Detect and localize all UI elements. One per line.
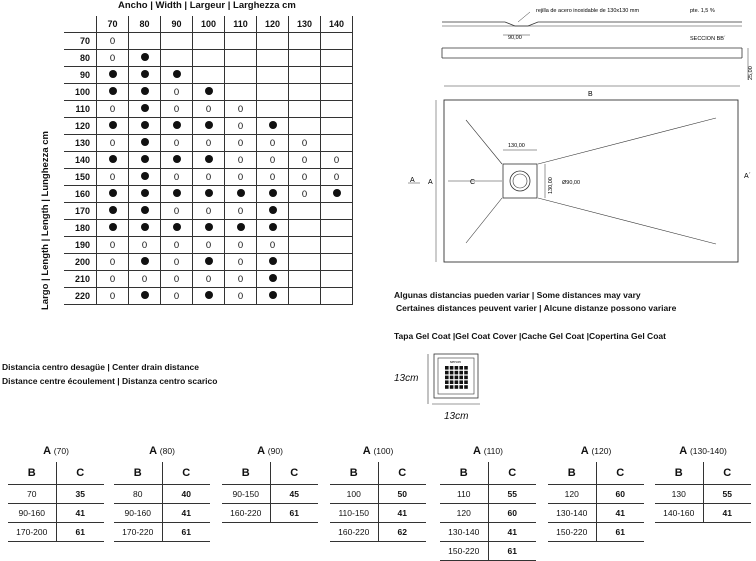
table-row	[114, 523, 210, 542]
grid-cell-value: 0	[205, 205, 212, 217]
drain-table-title	[114, 442, 210, 462]
c-value: 41	[162, 504, 210, 523]
center-note-1: Distancia centro desagüe | Center drain distance	[2, 362, 199, 372]
b-value: 160-220	[222, 504, 270, 523]
drain-table-a: A	[473, 445, 481, 457]
grid-row-header: 70	[64, 33, 97, 50]
grid-cell-value: 0	[109, 256, 116, 268]
grid-cell-value: 0	[173, 256, 180, 268]
grid-row-header: 100	[64, 84, 97, 101]
grid-cell-value: 0	[173, 86, 180, 98]
grid-cell-value: 0	[173, 290, 180, 302]
grid-row-header: 170	[64, 203, 97, 220]
grid-cell-value: 0	[205, 171, 212, 183]
table-row	[548, 523, 644, 542]
grate-square	[455, 385, 459, 389]
col-header-b: B	[440, 462, 488, 485]
slope-label: pte. 1,5 %	[690, 8, 715, 14]
table-row	[440, 485, 536, 504]
grid-cell-value: 0	[333, 154, 340, 166]
table-row	[440, 504, 536, 523]
grid-col-header: 110	[225, 16, 257, 33]
grid-cell-value: 0	[237, 273, 244, 285]
label-a: A	[428, 179, 433, 186]
grid-col-header: 130	[289, 16, 321, 33]
grid-cell-value: 0	[173, 171, 180, 183]
col-header-b: B	[330, 462, 378, 485]
c-value: 50	[378, 485, 426, 504]
drain-table-title	[222, 442, 318, 462]
grate-square	[464, 366, 468, 370]
b-value: 120	[440, 504, 488, 523]
grid-row-header: 130	[64, 135, 97, 152]
grid-cell-value: 0	[237, 256, 244, 268]
grate-square	[450, 380, 454, 384]
table-row	[8, 523, 104, 542]
c-value: 41	[596, 504, 644, 523]
col-header-b: B	[8, 462, 56, 485]
b-value: 150-220	[440, 542, 488, 561]
grid-cell-value: 0	[237, 171, 244, 183]
grid-cell-value: 0	[237, 103, 244, 115]
c-value: 45	[270, 485, 318, 504]
drain-table-a: A	[257, 445, 266, 457]
grate-square	[445, 385, 449, 389]
c-value: 41	[378, 504, 426, 523]
grid-row-header: 200	[64, 254, 97, 271]
drain-table	[114, 442, 210, 542]
b-value: 110	[440, 485, 488, 504]
col-header-c: C	[703, 462, 751, 485]
drain-table	[222, 442, 318, 523]
label-a-right: A´	[744, 173, 751, 180]
grid-cell-value: 0	[173, 273, 180, 285]
grid-cell-value: 0	[301, 171, 308, 183]
grid-row-header: 120	[64, 118, 97, 135]
table-row	[8, 485, 104, 504]
table-row	[655, 485, 751, 504]
col-header-c: C	[378, 462, 426, 485]
grid-row-header: 150	[64, 169, 97, 186]
drain-table-a: A	[362, 445, 371, 457]
label-c: C	[470, 179, 476, 186]
grid-cell-value: 0	[301, 137, 308, 149]
cover-brand: senon	[450, 359, 461, 364]
b-value: 100	[330, 485, 378, 504]
c-value: 61	[488, 542, 536, 561]
b-value: 90-150	[222, 485, 270, 504]
table-row	[222, 485, 318, 504]
c-value: 62	[378, 523, 426, 542]
grid-cell-value: 0	[109, 273, 116, 285]
grate-square	[459, 380, 463, 384]
table-row	[330, 485, 426, 504]
grid-col-header: 70	[97, 16, 129, 33]
table-row	[548, 504, 644, 523]
drain-table-range: (120)	[591, 446, 612, 456]
vary-note-2: Certaines distances peuvent varier | Alcune distanze possono variare	[396, 303, 677, 313]
grid-cell-value: 0	[205, 239, 212, 251]
b-value: 170-220	[114, 523, 162, 542]
col-header-b: B	[548, 462, 596, 485]
c-value: 41	[488, 523, 536, 542]
drain-table	[548, 442, 644, 542]
b-value: 150-220	[548, 523, 596, 542]
b-value: 80	[114, 485, 162, 504]
grid-cell-value: 0	[269, 171, 276, 183]
grid-row-header: 90	[64, 67, 97, 84]
grate-square	[455, 376, 459, 380]
drain-table-title	[440, 442, 536, 462]
grate-square	[445, 376, 449, 380]
cover-grate	[445, 366, 468, 389]
b-value: 130	[655, 485, 703, 504]
drain-table-a: A	[679, 445, 688, 457]
grid-cell-value: 0	[269, 137, 276, 149]
drain-table-title	[655, 442, 751, 462]
grate-square	[450, 371, 454, 375]
grid-cell-value: 0	[237, 120, 244, 132]
grate-square	[464, 385, 468, 389]
plan-view	[408, 86, 751, 262]
dim-25: 25,00	[748, 66, 754, 80]
drain-table-a: A	[149, 445, 158, 457]
grid-cell-value: 0	[237, 239, 244, 251]
col-header-c: C	[56, 462, 104, 485]
table-row	[114, 504, 210, 523]
center-note-2: Distance centre écoulement | Distanza centro scarico	[2, 376, 218, 386]
drain-table-range: (90)	[267, 446, 283, 456]
table-row	[330, 504, 426, 523]
grate-square	[450, 385, 454, 389]
grid-row-header: 190	[64, 237, 97, 254]
dim-130-h: 130,00	[508, 143, 525, 149]
drain-table	[440, 442, 536, 561]
col-header-b: B	[222, 462, 270, 485]
b-value: 120	[548, 485, 596, 504]
drain-table-range: (130-140)	[689, 446, 727, 456]
table-row	[440, 523, 536, 542]
cover-illustration	[420, 352, 490, 408]
b-value: 110-150	[330, 504, 378, 523]
grate-square	[464, 371, 468, 375]
grid-cell-value: 0	[333, 171, 340, 183]
table-row	[330, 523, 426, 542]
col-header-b: B	[114, 462, 162, 485]
drain-table-a: A	[43, 445, 52, 457]
b-value: 130-140	[440, 523, 488, 542]
grate-square	[445, 380, 449, 384]
grid-row-header: 160	[64, 186, 97, 203]
grate-square	[455, 371, 459, 375]
drain-table-range: (80)	[159, 446, 175, 456]
grid-cell-value: 0	[173, 205, 180, 217]
grid-cell-value: 0	[109, 290, 116, 302]
drain-table	[330, 442, 426, 542]
vary-note-1: Algunas distancias pueden variar | Some distances may vary	[394, 290, 641, 300]
grate-square	[464, 380, 468, 384]
grate-square	[455, 380, 459, 384]
grid-row-header: 210	[64, 271, 97, 288]
col-header-c: C	[270, 462, 318, 485]
grid-cell-value: 0	[109, 52, 116, 64]
grate-square	[445, 371, 449, 375]
grate-square	[455, 366, 459, 370]
b-value: 170-200	[8, 523, 56, 542]
c-value: 61	[596, 523, 644, 542]
b-value: 160-220	[330, 523, 378, 542]
table-row	[114, 485, 210, 504]
c-value: 55	[703, 485, 751, 504]
grate-square	[464, 376, 468, 380]
drain-table	[655, 442, 751, 523]
grid-cell-value: 0	[205, 273, 212, 285]
c-value: 35	[56, 485, 104, 504]
grid-cell-value: 0	[269, 239, 276, 251]
grid-cell-value: 0	[269, 154, 276, 166]
grid-row-header: 140	[64, 152, 97, 169]
drain-table-title	[8, 442, 104, 462]
grate-square	[450, 366, 454, 370]
grid-cell-value: 0	[237, 154, 244, 166]
grate-square	[459, 385, 463, 389]
grid-row-header: 180	[64, 220, 97, 237]
grid-cell-value: 0	[109, 35, 116, 47]
c-value: 41	[703, 504, 751, 523]
grid-cell-value: 0	[109, 137, 116, 149]
grid-cell-value: 0	[237, 205, 244, 217]
c-value: 55	[488, 485, 536, 504]
label-b: B	[588, 91, 593, 98]
grid-row-header: 80	[64, 50, 97, 67]
grid-cell-value: 0	[109, 103, 116, 115]
table-row	[222, 504, 318, 523]
grille-note: rejilla de acero inoxidable de 130x130 mm	[536, 8, 640, 14]
grid-cell-value: 0	[173, 137, 180, 149]
grate-square	[450, 376, 454, 380]
b-value: 130-140	[548, 504, 596, 523]
c-value: 61	[162, 523, 210, 542]
grid-cell-value: 0	[301, 154, 308, 166]
drain-table	[8, 442, 104, 542]
cover-size-v: 13cm	[394, 373, 419, 384]
c-value: 60	[596, 485, 644, 504]
grate-square	[459, 371, 463, 375]
grid-cell-value: 0	[173, 103, 180, 115]
col-header-c: C	[596, 462, 644, 485]
col-header-c: C	[488, 462, 536, 485]
grid-cell-value: 0	[237, 290, 244, 302]
grate-square	[459, 376, 463, 380]
label-a-arrow: A	[410, 177, 415, 184]
drain-table-a: A	[580, 445, 589, 457]
grid-cell-value: 0	[205, 137, 212, 149]
table-row	[8, 504, 104, 523]
b-value: 70	[8, 485, 56, 504]
grid-side-label: Largo | Length | Length | Lunghezza cm	[40, 131, 51, 310]
cover-title: Tapa Gel Coat |Gel Coat Cover |Cache Gel Coat |Copertina Gel Coat	[394, 331, 666, 341]
grid-cell-value: 0	[109, 171, 116, 183]
cover-size-h: 13cm	[444, 411, 469, 422]
c-value: 41	[56, 504, 104, 523]
b-value: 90-160	[114, 504, 162, 523]
grid-cell-value: 0	[237, 137, 244, 149]
dim-phi90: Ø90,00	[562, 180, 581, 186]
grid-cell-value: 0	[301, 188, 308, 200]
grid-cell-value: 0	[109, 239, 116, 251]
drain-table-title	[548, 442, 644, 462]
section-label: SECCION BB´	[690, 36, 726, 42]
col-header-c: C	[162, 462, 210, 485]
grid-col-header: 140	[321, 16, 353, 33]
c-value: 61	[56, 523, 104, 542]
col-header-b: B	[655, 462, 703, 485]
drain-table-range: (100)	[373, 446, 394, 456]
grid-cell-value: 0	[205, 103, 212, 115]
grate-square	[459, 366, 463, 370]
c-value: 61	[270, 504, 318, 523]
drain-table-range: (110)	[483, 446, 503, 456]
grid-col-header: 80	[129, 16, 161, 33]
grid-cell-value: 0	[141, 273, 148, 285]
c-value: 40	[162, 485, 210, 504]
grid-title: Ancho | Width | Largeur | Larghezza cm	[118, 0, 296, 11]
grid-cell-value: 0	[173, 239, 180, 251]
grid-col-header: 90	[161, 16, 193, 33]
drain-table-range: (70)	[53, 446, 69, 456]
grid-col-header: 100	[193, 16, 225, 33]
dim-90: 90,00	[508, 35, 522, 41]
grid-cell-value: 0	[141, 239, 148, 251]
section-view	[442, 8, 754, 80]
b-value: 90-160	[8, 504, 56, 523]
table-row	[655, 504, 751, 523]
table-row	[548, 485, 644, 504]
b-value: 140-160	[655, 504, 703, 523]
drain-table-title	[330, 442, 426, 462]
grid-row-header: 110	[64, 101, 97, 118]
grate-square	[445, 366, 449, 370]
grid-row-header: 220	[64, 288, 97, 305]
dim-130-v: 130,00	[548, 177, 554, 194]
grid-col-header: 120	[257, 16, 289, 33]
c-value: 60	[488, 504, 536, 523]
